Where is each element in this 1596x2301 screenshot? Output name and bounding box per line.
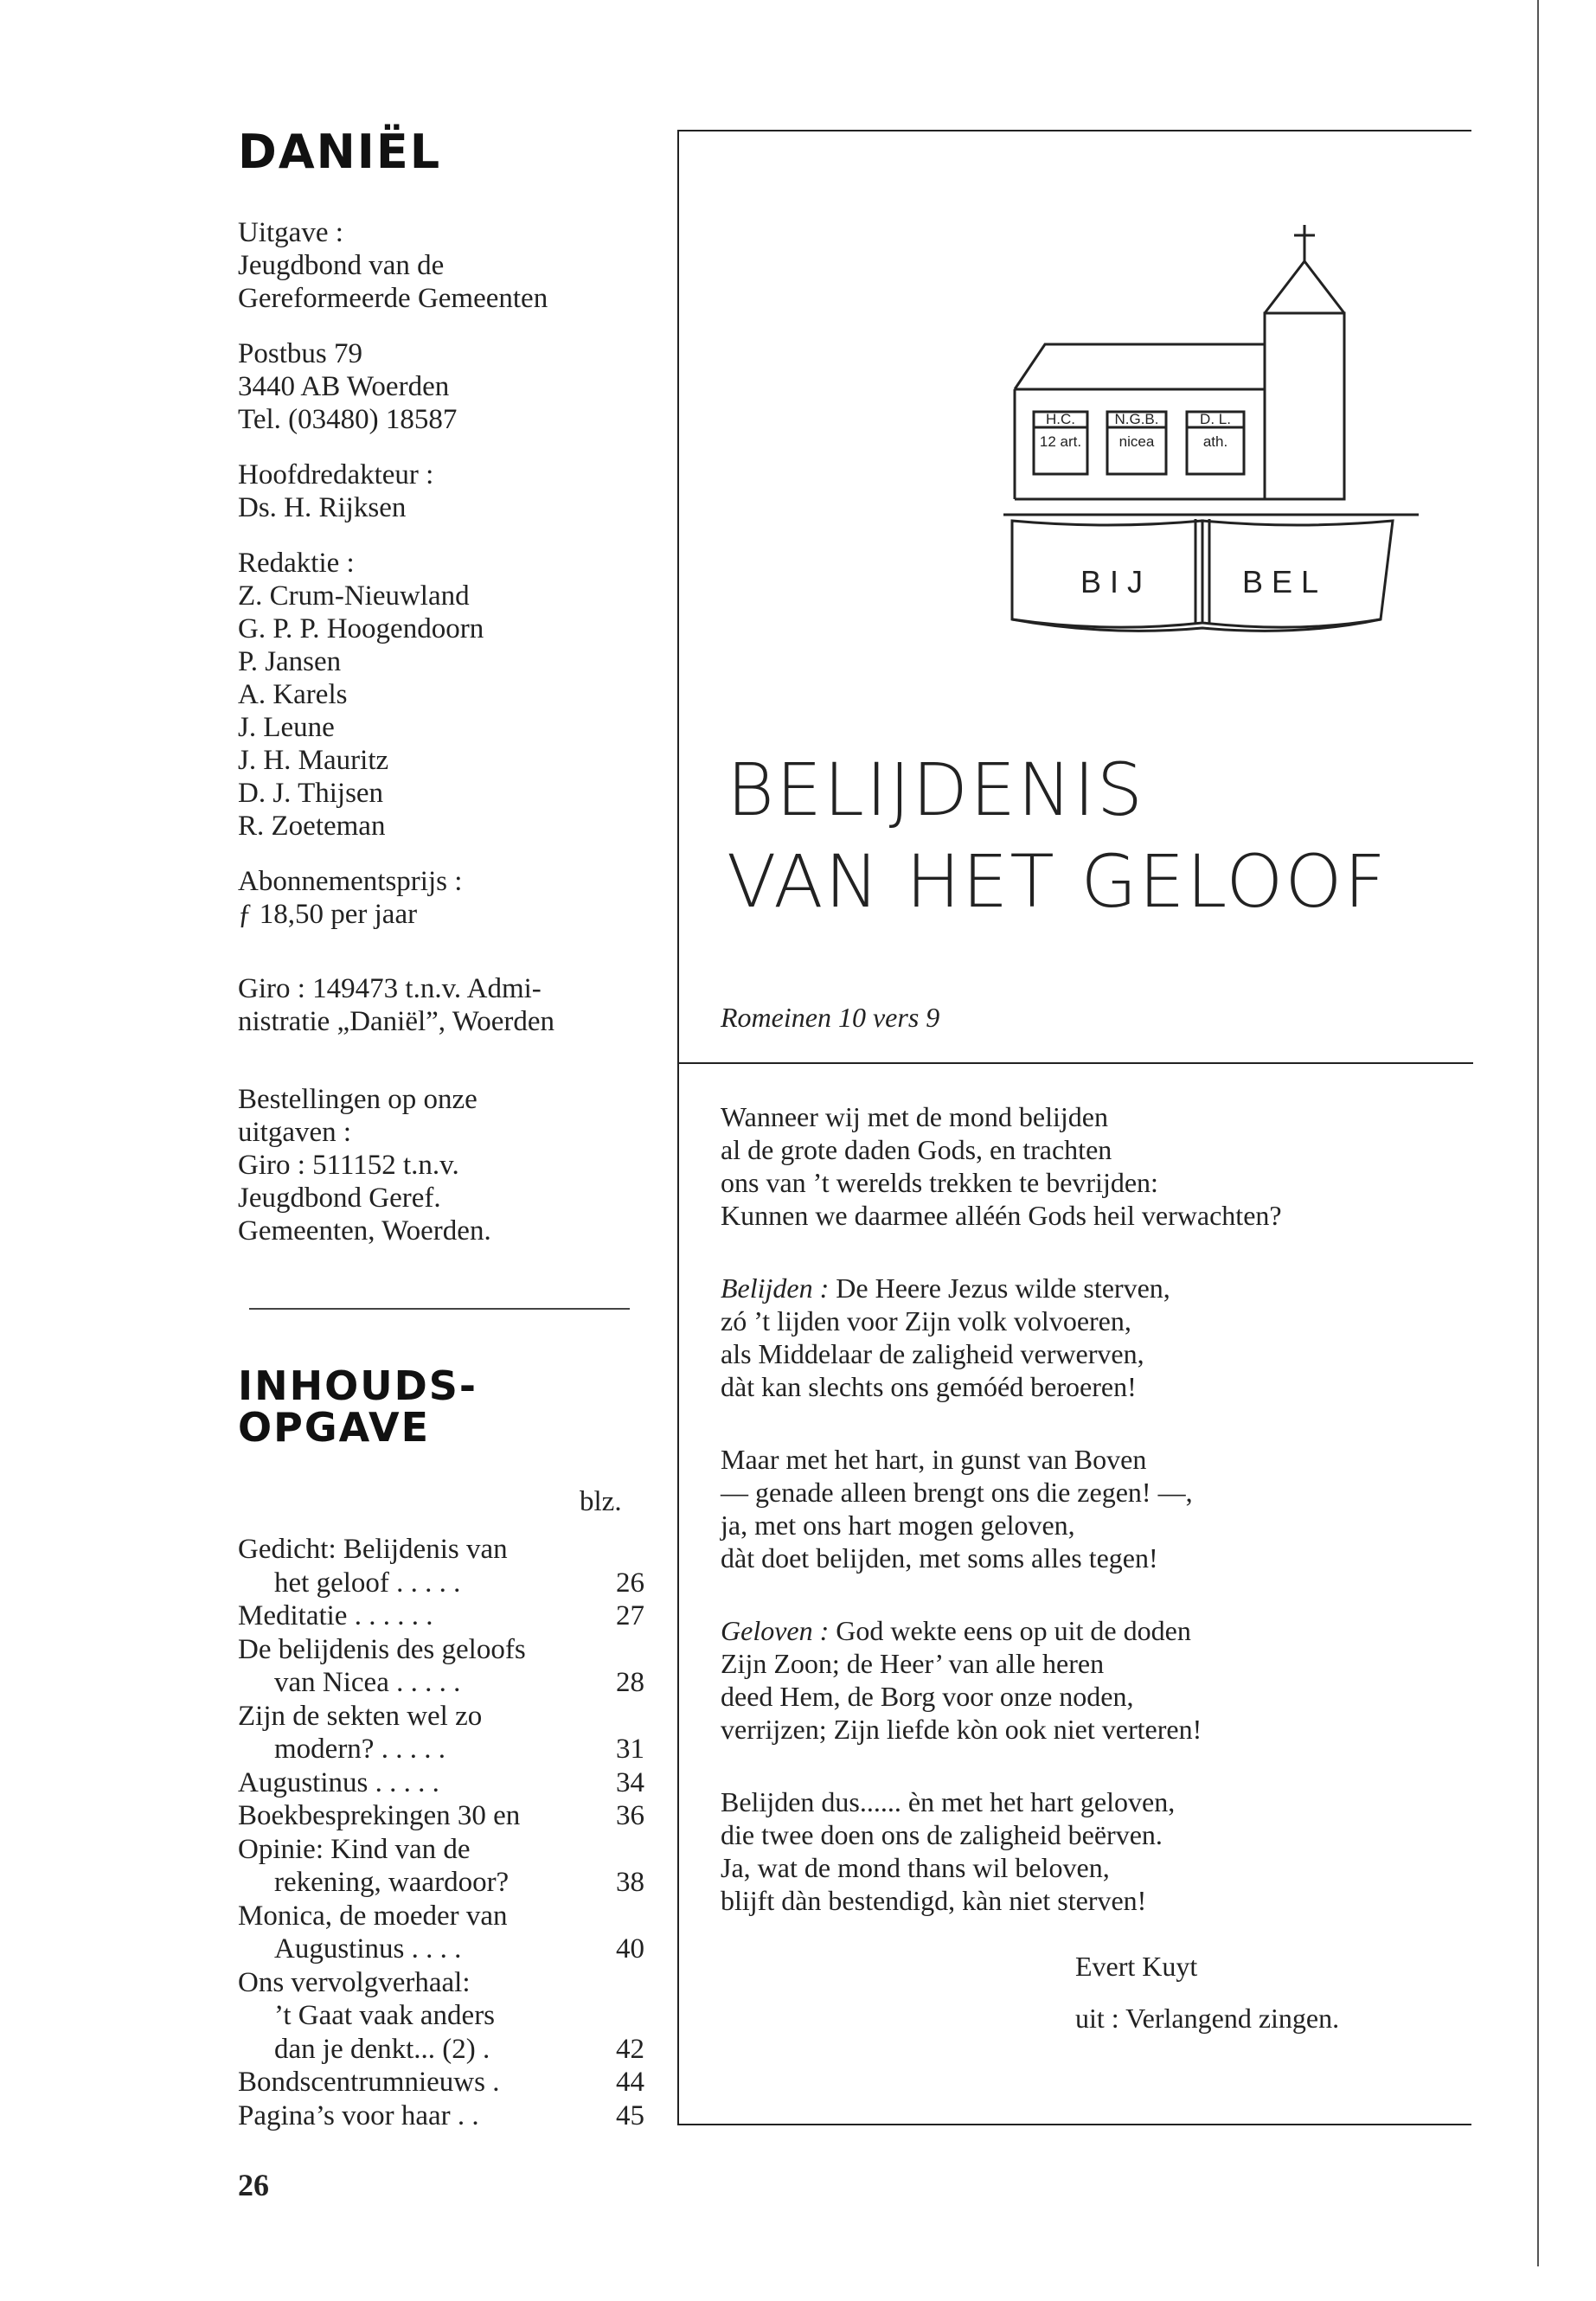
poem-line: dàt doet belijden, met soms alles tegen!: [721, 1542, 1158, 1574]
toc-item: [238, 1700, 644, 1766]
poem-line: Belijden dus...... èn met het hart geloven,: [721, 1786, 1176, 1817]
toc-item-title: het geloof . . . . .: [274, 1567, 461, 1599]
toc-item-title: Monica, de moeder van: [238, 1900, 508, 1932]
toc-item: [238, 1766, 644, 1800]
masthead-info: [238, 216, 554, 1270]
orders-line: Giro : 511152 t.n.v.: [238, 1150, 459, 1181]
stanza-keyword: Geloven :: [721, 1615, 830, 1646]
church-bible-illustration: [1003, 216, 1419, 675]
toc-item-page: 31: [616, 1734, 644, 1765]
board-label: Redaktie :: [238, 548, 355, 579]
giro-block: [238, 972, 554, 1038]
toc-item-title: Gedicht: Belijdenis van: [238, 1534, 508, 1565]
poem-line: al de grote daden Gods, en trachten: [721, 1134, 1112, 1165]
toc-item-page: 34: [616, 1766, 644, 1798]
tablet-label: 12 art.: [1039, 433, 1082, 450]
toc-item-title: Ons vervolgverhaal:: [238, 1966, 471, 1998]
poem-line: blijft dàn bestendigd, kàn niet sterven!: [721, 1885, 1147, 1916]
poem-line: — genade alleen brengt ons die zegen! —,: [721, 1477, 1193, 1508]
poem-line: God wekte eens op uit de doden: [829, 1615, 1191, 1646]
poem-line: deed Hem, de Borg voor onze noden,: [721, 1681, 1134, 1712]
publisher-block: [238, 216, 554, 315]
panel-border-bottom: [677, 2124, 1471, 2125]
poem-author: Evert Kuyt: [1075, 1951, 1198, 1982]
toc-item-page: 38: [616, 1867, 644, 1898]
page-edge-line: [1537, 0, 1539, 2266]
section-divider: [249, 1308, 630, 1310]
poem-line: De Heere Jezus wilde sterven,: [829, 1272, 1170, 1304]
toc-item-page: 26: [616, 1567, 644, 1599]
poem-line: als Middelaar de zaligheid verwerven,: [721, 1338, 1144, 1369]
toc-item: [238, 1966, 644, 2067]
panel-border-top: [677, 130, 1471, 131]
toc-item: [238, 1533, 644, 1599]
magazine-title: DANIËL: [238, 125, 442, 179]
toc-item-title: De belijdenis des geloofs: [238, 1633, 526, 1665]
poem-line: dàt kan slechts ons gemóéd beroeren!: [721, 1371, 1137, 1402]
poem-stanza: [721, 1443, 1482, 1574]
editor-in-chief-block: [238, 458, 554, 524]
board-member: D. J. Thijsen: [238, 778, 384, 809]
address-line: Postbus 79: [238, 338, 362, 369]
poem-line: ja, met ons hart mogen geloven,: [721, 1509, 1075, 1541]
table-of-contents: [238, 1533, 644, 2132]
poem-title-line: VAN HET GELOOF: [727, 839, 1388, 924]
editor-label: Hoofdredakteur :: [238, 459, 434, 490]
publisher-line: Jeugdbond van de: [238, 250, 445, 281]
poem-title-line: BELIJDENIS: [727, 747, 1145, 832]
page-number: 26: [238, 2168, 269, 2202]
poem-line: Maar met het hart, in gunst van Boven: [721, 1444, 1147, 1475]
toc-item-title: dan je denkt... (2) .: [274, 2033, 490, 2065]
board-member: R. Zoeteman: [238, 811, 386, 842]
address-line: 3440 AB Woerden: [238, 371, 450, 402]
toc-item-title: van Nicea . . . . .: [274, 1667, 461, 1698]
toc-item-title: Boekbesprekingen 30 en: [238, 1800, 521, 1831]
toc-item-title: Augustinus . . . . .: [238, 1766, 439, 1798]
toc-item: [238, 1833, 644, 1900]
editorial-board-block: [238, 547, 554, 843]
contents-title: [238, 1362, 478, 1452]
toc-item-page: 27: [616, 1600, 644, 1631]
board-member: J. H. Mauritz: [238, 745, 389, 776]
poem-line: zó ’t lijden voor Zijn volk volvoeren,: [721, 1305, 1131, 1336]
bible-right-text: BEL: [1241, 564, 1328, 599]
tablet-label: ath.: [1202, 433, 1228, 450]
tablet-label: H.C.: [1046, 411, 1075, 427]
poem-line: die twee doen ons de zaligheid beërven.: [721, 1819, 1163, 1850]
poem-line: ons van ’t werelds trekken te bevrijden:: [721, 1167, 1158, 1198]
board-member: G. P. P. Hoogendoorn: [238, 613, 484, 644]
orders-line: uitgaven :: [238, 1117, 352, 1148]
board-member: A. Karels: [238, 679, 348, 710]
contents-title-line: OPGAVE: [238, 1404, 431, 1452]
toc-item-page: 42: [616, 2033, 644, 2065]
panel-border-left: [677, 130, 679, 2125]
orders-line: Jeugdbond Geref.: [238, 1183, 441, 1214]
toc-item-title: rekening, waardoor?: [274, 1867, 510, 1898]
orders-block: [238, 1083, 554, 1247]
subscription-block: [238, 865, 554, 931]
bible-left-text: BIJ: [1080, 564, 1152, 599]
toc-item: [238, 1900, 644, 1966]
publisher-label: Uitgave :: [238, 217, 343, 248]
board-member: Z. Crum-Nieuwland: [238, 580, 470, 612]
giro-line: Giro : 149473 t.n.v. Admi-: [238, 973, 542, 1004]
toc-item: [238, 2099, 644, 2133]
address-block: [238, 337, 554, 436]
toc-item-page: 28: [616, 1667, 644, 1698]
poem-line: Wanneer wij met de mond belijden: [721, 1101, 1108, 1132]
toc-item-title: ’t Gaat vaak anders: [274, 2000, 496, 2031]
reference-divider: [679, 1062, 1473, 1064]
giro-line: nistratie „Daniël”, Woerden: [238, 1006, 554, 1037]
poem-stanza: [721, 1785, 1482, 1917]
poem-line: Zijn Zoon; de Heer’ van alle heren: [721, 1648, 1105, 1679]
subscription-price: ƒ 18,50 per jaar: [238, 899, 418, 930]
poem-line: Ja, wat de mond thans wil beloven,: [721, 1852, 1110, 1883]
poem-line: Kunnen we daarmee alléén Gods heil verwachten?: [721, 1200, 1282, 1231]
poem-stanza: [721, 1100, 1482, 1232]
toc-item-title: Bondscentrumnieuws .: [238, 2067, 500, 2098]
orders-line: Gemeenten, Woerden.: [238, 1215, 491, 1247]
toc-item-title: Zijn de sekten wel zo: [238, 1700, 483, 1732]
publisher-line: Gereformeerde Gemeenten: [238, 283, 548, 314]
toc-item: [238, 2066, 644, 2099]
board-member: P. Jansen: [238, 646, 342, 677]
toc-item-page: 45: [616, 2099, 644, 2131]
toc-item-page: 36: [616, 1800, 644, 1831]
toc-item-title: Augustinus . . . .: [274, 1933, 462, 1965]
orders-line: Bestellingen op onze: [238, 1084, 478, 1115]
toc-item: [238, 1799, 644, 1833]
page-column-header: blz.: [580, 1486, 622, 1517]
phone-line: Tel. (03480) 18587: [238, 404, 458, 435]
tablet-label: nicea: [1118, 433, 1155, 450]
tablet-label: N.G.B.: [1114, 411, 1159, 427]
poem-source: uit : Verlangend zingen.: [1075, 2003, 1340, 2034]
poem-stanza: [721, 1614, 1482, 1746]
toc-item-page: 44: [616, 2067, 644, 2098]
toc-item: [238, 1599, 644, 1633]
poem-stanza: [721, 1272, 1482, 1403]
poem-line: verrijzen; Zijn liefde kòn ook niet verteren!: [721, 1714, 1202, 1745]
poem-title: [727, 744, 1388, 927]
toc-item-title: Opinie: Kind van de: [238, 1833, 471, 1865]
toc-item-title: modern? . . . . .: [274, 1734, 445, 1765]
toc-item-page: 40: [616, 1933, 644, 1965]
bible-reference: Romeinen 10 vers 9: [721, 1002, 940, 1033]
editor-name: Ds. H. Rijksen: [238, 492, 407, 523]
toc-item-title: Meditatie . . . . . .: [238, 1600, 433, 1631]
toc-item: [238, 1633, 644, 1700]
stanza-keyword: Belijden :: [721, 1272, 830, 1304]
contents-title-line: INHOUDS-: [238, 1362, 478, 1409]
tablet-label: D. L.: [1200, 411, 1231, 427]
board-member: J. Leune: [238, 712, 335, 743]
poem-body: [721, 1100, 1482, 2035]
subscription-label: Abonnementsprijs :: [238, 866, 463, 897]
toc-item-title: Pagina’s voor haar . .: [238, 2099, 479, 2131]
